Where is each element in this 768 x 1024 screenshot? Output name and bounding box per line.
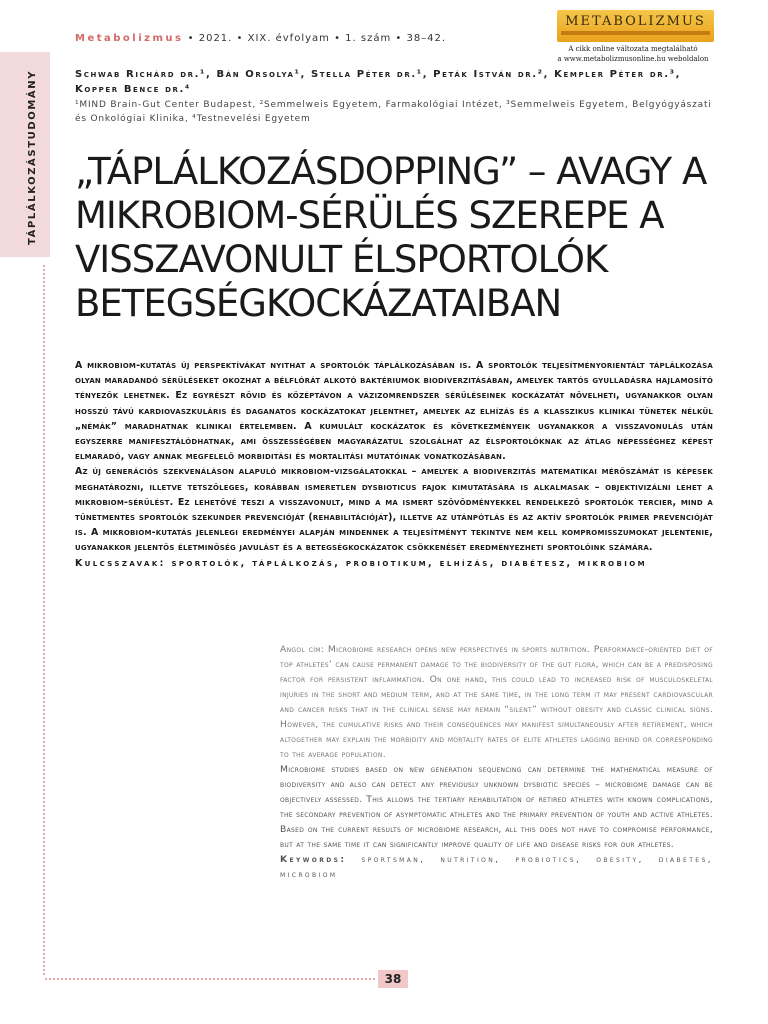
bottom-dotted-rule: [45, 978, 375, 980]
journal-header: [75, 33, 446, 44]
online-note-line1: A cikk online változata megtalálható: [568, 45, 698, 53]
keywords-en-label: Keywords:: [280, 854, 347, 865]
keywords-english: [280, 852, 713, 882]
section-label: TÁPLÁLKOZÁSTUDOMÁNY: [27, 70, 38, 246]
online-note-line2: a www.metabolizmusonline.hu weboldalon: [557, 55, 709, 63]
abstract-en-paragraph-1: Angol cím: Microbiome research opens new perspectives in sports nutrition. Performance-oriented diet of top athletes’ can cause permanent damage to the biodiversity of the gut flora, which can be a predisposing factor for persistent inflammation. On one hand, this could lead to increased risk of musculoskeletal injuries in the short and medium term, and at the same time, in the long term it may present cardiovascular and cancer risks that in the clinical sense may remain “silent” without obesity and classic clinical signs. However, the cumulative risks and their consequences may manifest simultaneously after retirement, which altogether may explain the morbidity and mortality rates of elite athletes lagging behind or corresponding to the average population.: [280, 644, 713, 760]
logo-text: METABOLIZMUS: [565, 14, 706, 29]
journal-logo: [557, 10, 714, 42]
abstract-hu-paragraph-2: Az új generációs szekvenáláson alapuló mikrobiom-vizsgálatokkal – amelyek a biodiverzitás matematikai mérőszámát is képesek meghatározni, illetve tetszőleges, korábban ismeretlen dysbioticus fajok kimutatására is alkalmasak – objektivizálni lehet a mikrobiom-sérülést. Ez lehetővé teszi a visszavonult, mind a ma ismert szövődményekkel rendelkező sportolók tercier, mind a tünetmentes sportolók szekunder prevencióját (rehabilitációját), illetve az utánpótlás és az aktív sportolók primer prevencióját is. A mikrobiom-kutatás jelenlegi eredményei alapján mindennek a teljesítményt tekintve nem kell kompromisszumokat jelentenie, ugyanakkor jelentős életminőség javulást és a betegségkockázatok csökkenését eredményezheti sportolóink számára.: [75, 466, 713, 554]
page-number: 38: [378, 970, 408, 988]
abstract-hungarian: [75, 358, 713, 571]
online-version-note: [548, 44, 718, 64]
author-list: Schwab Richárd dr.¹, Bán Orsolya¹, Stella Péter dr.¹, Peták István dr.², Kempler Péter dr.³, Kopper Bence dr.⁴: [75, 69, 682, 95]
keywords-hungarian: [75, 556, 713, 571]
journal-name: Metabolizmus: [75, 33, 184, 44]
keywords-hu-label: Kulcsszavak:: [75, 557, 166, 569]
side-dotted-rule: [43, 265, 45, 975]
article-title: „TÁPLÁLKOZÁSDOPPING” – AVAGY A MIKROBIOM-SÉRÜLÉS SZEREPE A VISSZAVONULT ÉLSPORTOLÓK BETEGSÉGKOCKÁZATAIBAN: [75, 150, 707, 325]
affiliations: ¹MIND Brain-Gut Center Budapest, ²Semmelweis Egyetem, Farmakológiai Intézet, ³Semmelweis Egyetem, Belgyógyászati és Onkológiai Klinika, ⁴Testnevelési Egyetem: [75, 100, 712, 124]
abstract-english: [280, 642, 713, 882]
logo-stripe: [561, 31, 710, 35]
abstract-en-paragraph-2: Microbiome studies based on new generation sequencing can determine the mathematical measure of biodiversity and also can detect any previously unknown dysbiotic species – microbiome damage can be objectively assessed. This allows the tertiary rehabilitation of retired athletes with known complications, the secondary prevention of asymptomatic athletes and the primary prevention of youth and active athletes. Based on the current results of microbiome research, all this does not have to compromise performance, but at the same time it can significantly improve quality of life and disease risks for our athletes.: [280, 764, 713, 850]
abstract-hu-paragraph-1: A mikrobiom-kutatás új perspektívákat nyithat a sportolók táplálkozásában is. A sportolók teljesítményorientált táplálkozása olyan maradandó sérüléseket okozhat a bélflórát alkotó baktériumok biodiverzitásában, amelyek tartós gyulladásra hajlamosító tényezők lehetnek. Ez egyrészt rövid és középtávon a vázizomrendszer sérüléseinek kockázatát növelheti, ugyanakkor olyan hosszú távú kardiovaszkuláris és daganatos kockázatokat jelenthet, amelyek az elhízás és a klasszikus klinikai tünetek nélkül „némák” maradhatnak klinikai értelemben. A kumulált kockázatok és következményeik ugyanakkor a visszavonulás után egyszerre manifesztálódhatnak, ami összességében magyarázatul szolgálhat az élsportolóknak az átlag népességhez képest elmaradó, vagy annak megfelelő morbiditási és mortalitási mutatóinak vonatkozásában.: [75, 360, 713, 463]
journal-details: • 2021. • XIX. évfolyam • 1. szám • 38–42.: [183, 33, 447, 44]
keywords-en-list: sportsman, nutrition, probiotics, obesity, diabetes, microbiom: [280, 854, 713, 880]
keywords-hu-list: sportolók, táplálkozás, probiotikum, elhízás, diabétesz, mikrobiom: [165, 557, 647, 569]
